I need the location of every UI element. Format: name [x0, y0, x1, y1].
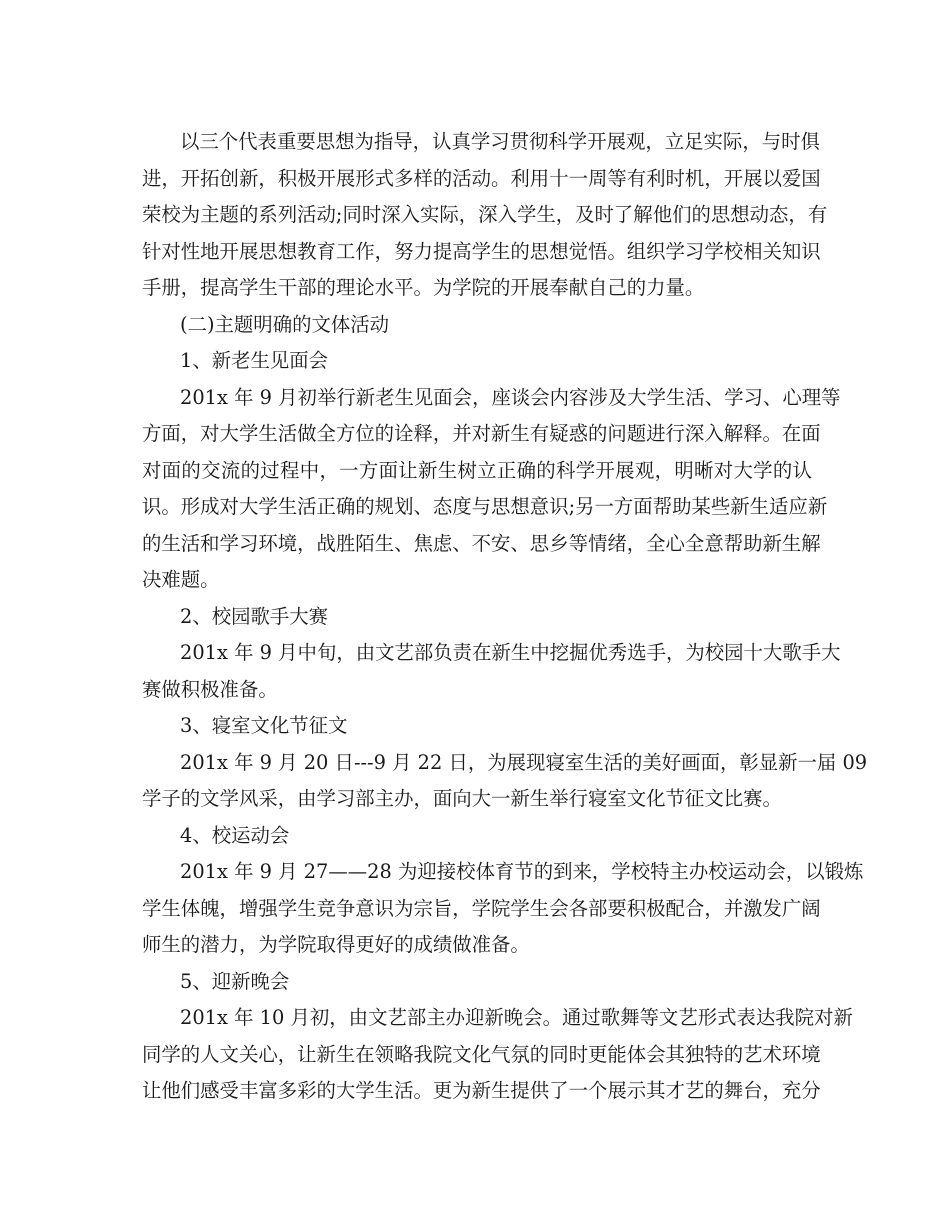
text-line: 荣校为主题的系列活动;同时深入实际，深入学生，及时了解他们的思想动态，有 — [142, 203, 828, 226]
text-line: 同学的人文关心，让新生在领略我院文化气氛的同时更能体会其独特的艺术环境 — [142, 1042, 821, 1066]
text-line: 师生的潜力，为学院取得更好的成绩做准备。 — [142, 933, 530, 956]
paragraph-welcome-gala — [142, 1000, 853, 1110]
text-line: 进，开拓创新，积极开展形式多样的活动。利用十一周等有利时机，开展以爱国 — [142, 166, 821, 190]
document-body — [142, 124, 868, 1110]
text-line: 针对性地开展思想教育工作，努力提高学生的思想觉悟。组织学习学校相关知识 — [142, 239, 821, 263]
text-line: 201x 年 9 月 27——28 为迎接校体育节的到来，学校特主办校运动会，以锻炼 — [180, 860, 864, 883]
text-line: 对面的交流的过程中，一方面让新生树立正确的科学开展观，明晰对大学的认 — [142, 458, 812, 482]
subsection-heading: 3、寝室文化节征文 — [180, 714, 348, 737]
paragraph-intro — [142, 124, 828, 307]
text-line: 201x 年 9 月中旬，由文艺部负责在新生中挖掘优秀选手，为校园十大歌手大 — [180, 641, 841, 664]
text-line: 以三个代表重要思想为指导，认真学习贯彻科学开展观，立足实际，与时俱 — [180, 130, 820, 153]
text-line: 手册，提高学生干部的理论水平。为学院的开展奉献自己的力量。 — [142, 276, 705, 299]
section-heading: (二)主题明确的文体活动 — [180, 312, 390, 336]
text-line: 201x 年 9 月 20 日---9 月 22 日，为展现寝室生活的美好画面，彰显新一届 09 — [180, 750, 868, 774]
paragraph-singer-contest — [142, 635, 841, 708]
text-line: 识。形成对大学生活正确的规划、态度与思想意识;另一方面帮助某些新生适应新 — [142, 495, 828, 518]
subsection-heading: 5、迎新晚会 — [180, 969, 290, 993]
text-line: 201x 年 9 月初举行新老生见面会，座谈会内容涉及大学生活、学习、心理等 — [180, 385, 841, 409]
text-line: 让他们感受丰富多彩的大学生活。更为新生提供了一个展示其才艺的舞台，充分 — [142, 1079, 821, 1102]
text-line: 的生活和学习环境，战胜陌生、焦虑、不安、思乡等情绪，全心全意帮助新生解 — [142, 531, 821, 555]
text-line: 方面，对大学生活做全方位的诠释，并对新生有疑惑的问题进行深入解释。在面 — [142, 422, 821, 445]
text-line: 学子的文学风采，由学习部主办，面向大一新生举行寝室文化节征文比赛。 — [142, 787, 782, 810]
text-line: 学生体魄，增强学生竞争意识为宗旨，学院学生会各部要积极配合，并激发广阔 — [142, 896, 821, 920]
paragraph-orientation-meeting — [142, 380, 841, 599]
subsection-heading: 2、校园歌手大赛 — [180, 604, 329, 628]
text-line: 赛做积极准备。 — [142, 677, 278, 701]
paragraph-dorm-essay — [142, 745, 868, 818]
subsection-heading: 1、新老生见面会 — [180, 349, 329, 372]
subsection-heading: 4、校运动会 — [180, 823, 290, 847]
paragraph-sports-meet — [142, 854, 864, 964]
text-line: 决难题。 — [142, 568, 220, 591]
text-line: 201x 年 10 月初，由文艺部主办迎新晚会。通过歌舞等文艺形式表达我院对新 — [180, 1006, 853, 1029]
